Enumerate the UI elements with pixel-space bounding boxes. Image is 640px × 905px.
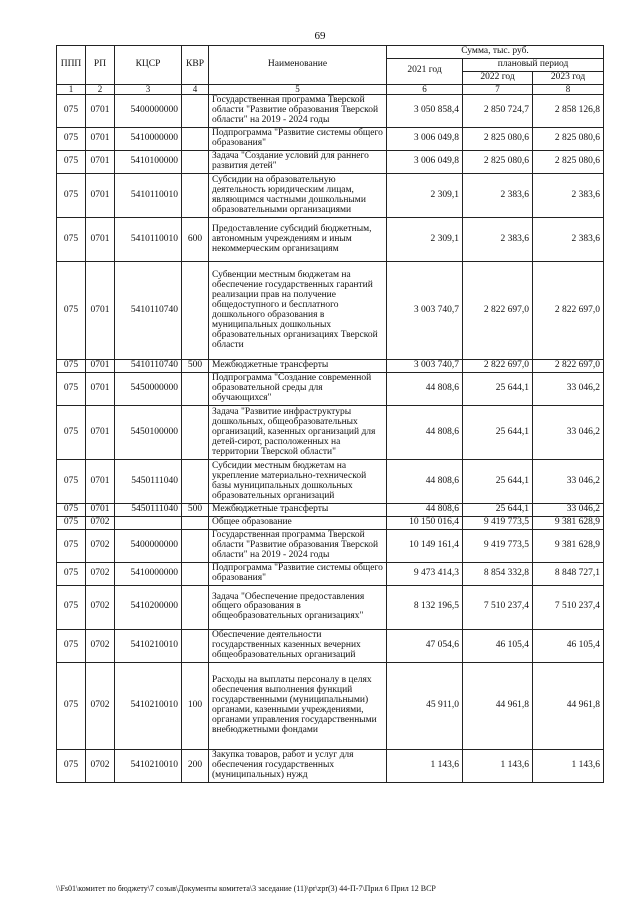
kvr-cell: 200	[182, 749, 209, 782]
header-rp: РП	[86, 46, 115, 85]
amount-2021-cell: 10 150 016,4	[387, 517, 463, 530]
kvr-cell	[182, 128, 209, 151]
amount-2023-cell: 2 825 080,6	[533, 128, 604, 151]
amount-2023-cell: 9 381 628,9	[533, 517, 604, 530]
kcsr-cell: 5410210010	[115, 749, 182, 782]
kcsr-cell: 5410200000	[115, 585, 182, 629]
amount-2022-cell: 46 105,4	[463, 629, 533, 662]
kcsr-cell: 5450000000	[115, 373, 182, 406]
amount-2022-cell: 2 822 697,0	[463, 262, 533, 360]
name-cell: Государственная программа Тверской области "Развитие образования Тверской области" на 2019 - 2024 годы	[209, 530, 387, 563]
amount-2022-cell: 25 644,1	[463, 406, 533, 460]
name-cell: Подпрограмма "Развитие системы общего образования"	[209, 563, 387, 586]
table-row	[57, 218, 604, 262]
kcsr-cell: 5410110010	[115, 218, 182, 262]
rp-cell: 0701	[86, 151, 115, 174]
kvr-cell	[182, 262, 209, 360]
amount-2022-cell: 2 825 080,6	[463, 151, 533, 174]
kcsr-cell: 5410110010	[115, 174, 182, 218]
name-cell: Субвенции местным бюджетам на обеспечение государственных гарантий реализации прав на получение общедоступного и бесплатного дошкольного образования в муниципальных дошкольных образовательных организациях Тверской области	[209, 262, 387, 360]
column-index: 5	[209, 84, 387, 94]
table-row	[57, 563, 604, 586]
amount-2022-cell: 25 644,1	[463, 373, 533, 406]
column-index: 6	[387, 84, 463, 94]
amount-2023-cell: 33 046,2	[533, 373, 604, 406]
amount-2023-cell: 33 046,2	[533, 460, 604, 504]
amount-2023-cell: 2 822 697,0	[533, 360, 604, 373]
rp-cell: 0701	[86, 460, 115, 504]
amount-2022-cell: 9 419 773,5	[463, 517, 533, 530]
amount-2022-cell: 8 854 332,8	[463, 563, 533, 586]
amount-2021-cell: 3 006 049,8	[387, 151, 463, 174]
column-index: 8	[533, 84, 604, 94]
header-name: Наименование	[209, 46, 387, 85]
amount-2023-cell: 33 046,2	[533, 406, 604, 460]
amount-2021-cell: 10 149 161,4	[387, 530, 463, 563]
column-index: 2	[86, 84, 115, 94]
amount-2021-cell: 44 808,6	[387, 504, 463, 517]
amount-2022-cell: 25 644,1	[463, 460, 533, 504]
table-row	[57, 151, 604, 174]
ppp-cell: 075	[57, 749, 86, 782]
amount-2023-cell: 2 383,6	[533, 218, 604, 262]
kcsr-cell: 5410210010	[115, 629, 182, 662]
name-cell: Закупка товаров, работ и услуг для обеспечения государственных (муниципальных) нужд	[209, 749, 387, 782]
rp-cell: 0701	[86, 95, 115, 128]
rp-cell: 0702	[86, 749, 115, 782]
header-sum: Сумма, тыс. руб.	[387, 46, 604, 59]
header-ppp: ППП	[57, 46, 86, 85]
header-2022: 2022 год	[463, 71, 533, 84]
column-index: 1	[57, 84, 86, 94]
amount-2022-cell: 2 825 080,6	[463, 128, 533, 151]
name-cell: Подпрограмма "Развитие системы общего образования"	[209, 128, 387, 151]
table-row	[57, 629, 604, 662]
kcsr-cell: 5450100000	[115, 406, 182, 460]
amount-2021-cell: 8 132 196,5	[387, 585, 463, 629]
amount-2023-cell: 7 510 237,4	[533, 585, 604, 629]
amount-2022-cell: 9 419 773,5	[463, 530, 533, 563]
table-row	[57, 460, 604, 504]
name-cell: Подпрограмма "Создание современной образовательной среды для обучающихся"	[209, 373, 387, 406]
amount-2022-cell: 44 961,8	[463, 662, 533, 749]
amount-2022-cell: 2 850 724,7	[463, 95, 533, 128]
table-row	[57, 360, 604, 373]
amount-2022-cell: 1 143,6	[463, 749, 533, 782]
kvr-cell	[182, 585, 209, 629]
kvr-cell: 500	[182, 504, 209, 517]
kcsr-cell	[115, 517, 182, 530]
kvr-cell	[182, 174, 209, 218]
column-index: 3	[115, 84, 182, 94]
table-row	[57, 262, 604, 360]
rp-cell: 0701	[86, 262, 115, 360]
name-cell: Субсидии местным бюджетам на укрепление материально-технической базы муниципальных дошкольных образовательных организаций	[209, 460, 387, 504]
amount-2023-cell: 2 822 697,0	[533, 262, 604, 360]
file-path-footer: \\Fs01\комитет по бюджету\7 созыв\Документы комитета\3 заседание (11)\pr\zpr(3) 44-П-7\Прил 6 Прил 12 ВСР	[56, 884, 436, 893]
kvr-cell	[182, 530, 209, 563]
kvr-cell	[182, 406, 209, 460]
header-kcsr: КЦСР	[115, 46, 182, 85]
amount-2023-cell: 33 046,2	[533, 504, 604, 517]
table-body	[57, 95, 604, 783]
column-index: 4	[182, 84, 209, 94]
kvr-cell	[182, 517, 209, 530]
kvr-cell	[182, 629, 209, 662]
name-cell: Задача "Создание условий для раннего развития детей"	[209, 151, 387, 174]
kvr-cell: 600	[182, 218, 209, 262]
kvr-cell: 100	[182, 662, 209, 749]
amount-2021-cell: 3 003 740,7	[387, 360, 463, 373]
name-cell: Обеспечение деятельности государственных казенных вечерних общеобразовательных организаций	[209, 629, 387, 662]
table-row	[57, 530, 604, 563]
amount-2022-cell: 25 644,1	[463, 504, 533, 517]
ppp-cell: 075	[57, 530, 86, 563]
kcsr-cell: 5410110740	[115, 360, 182, 373]
amount-2023-cell: 2 858 126,8	[533, 95, 604, 128]
ppp-cell: 075	[57, 262, 86, 360]
kcsr-cell: 5410000000	[115, 128, 182, 151]
amount-2022-cell: 2 822 697,0	[463, 360, 533, 373]
rp-cell: 0701	[86, 406, 115, 460]
amount-2021-cell: 9 473 414,3	[387, 563, 463, 586]
amount-2021-cell: 44 808,6	[387, 460, 463, 504]
rp-cell: 0701	[86, 504, 115, 517]
amount-2021-cell: 44 808,6	[387, 373, 463, 406]
rp-cell: 0702	[86, 585, 115, 629]
ppp-cell: 075	[57, 373, 86, 406]
ppp-cell: 075	[57, 218, 86, 262]
ppp-cell: 075	[57, 504, 86, 517]
table-row	[57, 504, 604, 517]
amount-2021-cell: 1 143,6	[387, 749, 463, 782]
kcsr-cell: 5410100000	[115, 151, 182, 174]
ppp-cell: 075	[57, 128, 86, 151]
rp-cell: 0702	[86, 662, 115, 749]
header-2023: 2023 год	[533, 71, 604, 84]
column-index: 7	[463, 84, 533, 94]
ppp-cell: 075	[57, 460, 86, 504]
kvr-cell	[182, 563, 209, 586]
header-kvr: КВР	[182, 46, 209, 85]
amount-2022-cell: 2 383,6	[463, 218, 533, 262]
table-row	[57, 373, 604, 406]
rp-cell: 0701	[86, 128, 115, 151]
amount-2022-cell: 7 510 237,4	[463, 585, 533, 629]
amount-2023-cell: 2 383,6	[533, 174, 604, 218]
amount-2023-cell: 44 961,8	[533, 662, 604, 749]
ppp-cell: 075	[57, 585, 86, 629]
rp-cell: 0701	[86, 218, 115, 262]
column-index-row	[57, 84, 604, 94]
ppp-cell: 075	[57, 95, 86, 128]
name-cell: Общее образование	[209, 517, 387, 530]
name-cell: Задача "Развитие инфраструктуры дошкольных, общеобразовательных организаций, казенных организаций для детей-сирот, расположенных на территории Тверской области"	[209, 406, 387, 460]
kcsr-cell: 5400000000	[115, 530, 182, 563]
ppp-cell: 075	[57, 360, 86, 373]
amount-2021-cell: 2 309,1	[387, 218, 463, 262]
rp-cell: 0701	[86, 360, 115, 373]
rp-cell: 0702	[86, 629, 115, 662]
name-cell: Межбюджетные трансферты	[209, 504, 387, 517]
kcsr-cell: 5400000000	[115, 95, 182, 128]
rp-cell: 0702	[86, 517, 115, 530]
ppp-cell: 075	[57, 517, 86, 530]
kvr-cell	[182, 373, 209, 406]
kcsr-cell: 5450111040	[115, 460, 182, 504]
ppp-cell: 075	[57, 406, 86, 460]
header-planned-period: плановый период	[463, 58, 604, 71]
amount-2023-cell: 46 105,4	[533, 629, 604, 662]
amount-2023-cell: 9 381 628,9	[533, 530, 604, 563]
table-row	[57, 174, 604, 218]
amount-2021-cell: 47 054,6	[387, 629, 463, 662]
amount-2021-cell: 44 808,6	[387, 406, 463, 460]
header-2021: 2021 год	[387, 58, 463, 84]
name-cell: Предоставление субсидий бюджетным, автономным учреждениям и иным некоммерческим организациям	[209, 218, 387, 262]
amount-2023-cell: 2 825 080,6	[533, 151, 604, 174]
ppp-cell: 075	[57, 563, 86, 586]
kvr-cell	[182, 95, 209, 128]
amount-2021-cell: 3 006 049,8	[387, 128, 463, 151]
ppp-cell: 075	[57, 174, 86, 218]
table-row	[57, 749, 604, 782]
amount-2021-cell: 2 309,1	[387, 174, 463, 218]
kvr-cell	[182, 460, 209, 504]
name-cell: Межбюджетные трансферты	[209, 360, 387, 373]
kcsr-cell: 5410000000	[115, 563, 182, 586]
amount-2023-cell: 8 848 727,1	[533, 563, 604, 586]
rp-cell: 0701	[86, 174, 115, 218]
table-row	[57, 128, 604, 151]
kvr-cell: 500	[182, 360, 209, 373]
page-number: 69	[314, 30, 326, 42]
kvr-cell	[182, 151, 209, 174]
amount-2021-cell: 3 050 858,4	[387, 95, 463, 128]
name-cell: Субсидии на образовательную деятельность юридическим лицам, являющимся частными дошкольными образовательными организациями	[209, 174, 387, 218]
budget-table	[56, 45, 604, 783]
kcsr-cell: 5410110740	[115, 262, 182, 360]
rp-cell: 0702	[86, 530, 115, 563]
table-row	[57, 95, 604, 128]
table-row	[57, 406, 604, 460]
kcsr-cell: 5450111040	[115, 504, 182, 517]
amount-2021-cell: 3 003 740,7	[387, 262, 463, 360]
table-row	[57, 585, 604, 629]
ppp-cell: 075	[57, 151, 86, 174]
rp-cell: 0702	[86, 563, 115, 586]
name-cell: Государственная программа Тверской области "Развитие образования Тверской области" на 2019 - 2024 годы	[209, 95, 387, 128]
ppp-cell: 075	[57, 629, 86, 662]
table-row	[57, 517, 604, 530]
ppp-cell: 075	[57, 662, 86, 749]
rp-cell: 0701	[86, 373, 115, 406]
name-cell: Расходы на выплаты персоналу в целях обеспечения выполнения функций государственными (муниципальными) органами, казенными учреждениями, органами управления государственными внебюджетными фондами	[209, 662, 387, 749]
name-cell: Задача "Обеспечение предоставления общего образования в общеобразовательных организациях"	[209, 585, 387, 629]
amount-2023-cell: 1 143,6	[533, 749, 604, 782]
amount-2021-cell: 45 911,0	[387, 662, 463, 749]
table-row	[57, 662, 604, 749]
amount-2022-cell: 2 383,6	[463, 174, 533, 218]
kcsr-cell: 5410210010	[115, 662, 182, 749]
